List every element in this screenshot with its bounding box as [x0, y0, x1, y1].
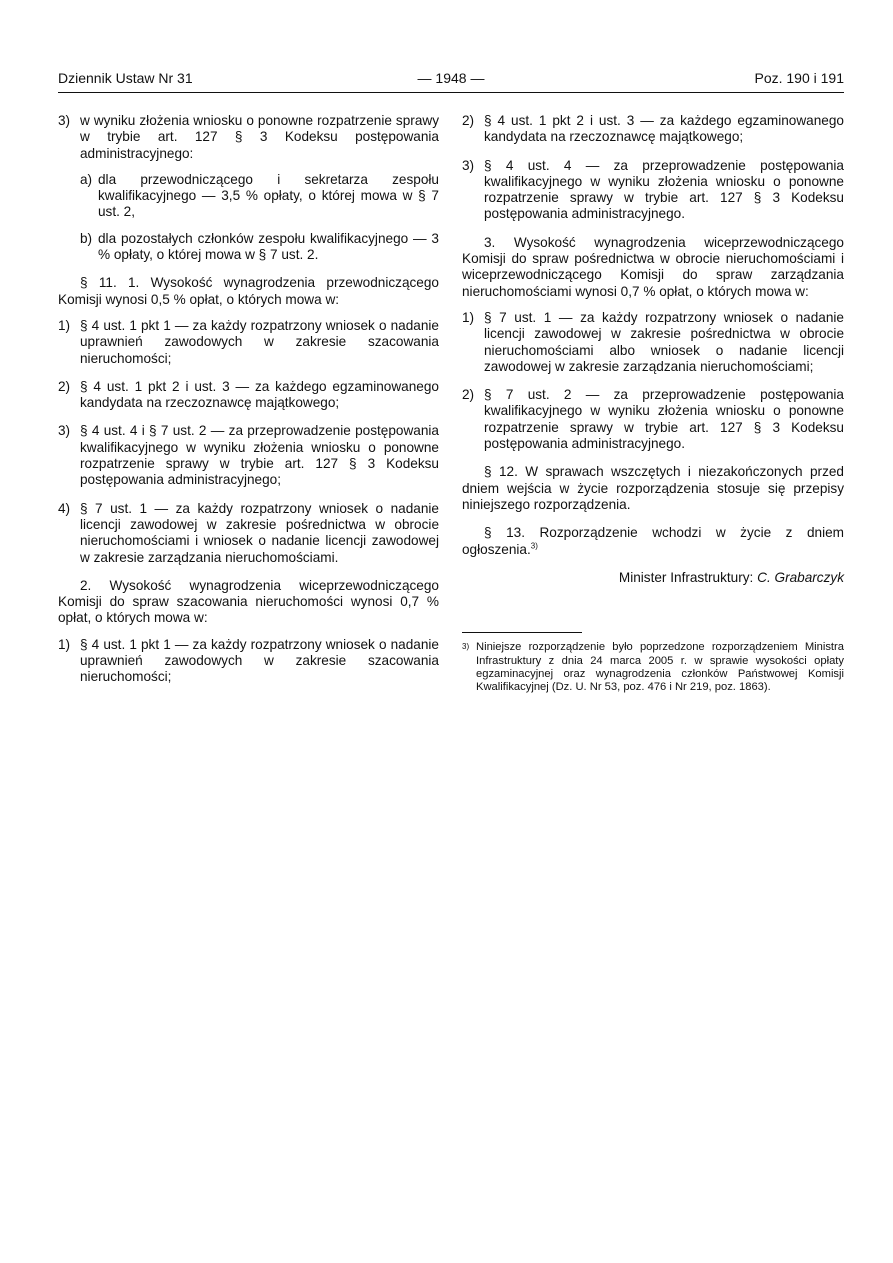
item-number: 1) — [58, 636, 71, 652]
item-text: § 4 ust. 1 pkt 2 i ust. 3 — za każdego egzaminowanego kandydata na rzeczoznawcę majątkowego; — [80, 378, 439, 411]
paragraph-11-intro: § 11. 1. Wysokość wynagrodzenia przewodniczącego Komisji wynosi 0,5 % opłat, o których mowa w: — [58, 275, 439, 307]
footnote-text: Niniejsze rozporządzenie było poprzedzone rozporządzeniem Ministra Infrastruktury z dnia 24 marca 2005 r. w sprawie wysokości opłaty egzaminacyjnej oraz wynagrodzenia członków Państwowej Komisji Kwalifikacyjnej (Dz. U. Nr 53, poz. 476 i Nr 219, poz. 1863). — [476, 641, 844, 694]
paragraph-13-text: § 13. Rozporządzenie wchodzi w życie z dniem ogłoszenia. — [462, 525, 844, 557]
list-item — [58, 423, 439, 488]
item-text: § 4 ust. 1 pkt 2 i ust. 3 — za każdego egzaminowanego kandydata na rzeczoznawcę majątkowego; — [484, 113, 844, 145]
item-number: 1) — [462, 309, 475, 325]
right-column — [462, 113, 844, 695]
list-item — [58, 113, 439, 162]
page-header — [58, 70, 844, 92]
signature-role: Minister Infrastruktury: — [618, 569, 754, 585]
item-number: 2) — [58, 378, 71, 394]
signature — [462, 570, 844, 586]
list-item — [462, 113, 844, 146]
sub-item — [80, 172, 439, 221]
paragraph-12: § 12. W sprawach wszczętych i niezakończonych przed dniem wejścia w życie rozporządzenia stosuje się przepisy niniejszego rozporządzenia. — [462, 464, 844, 512]
list-item — [462, 387, 844, 452]
item-number: 3) — [58, 423, 71, 439]
item-text: § 4 ust. 4 i § 7 ust. 2 — za przeprowadzenie postępowania kwalifikacyjnego w wyniku złożenia wniosku o ponowne rozpatrzenie sprawy w trybie art. 127 § 3 Kodeksu postępowania administracyjnego; — [80, 423, 439, 488]
item-number: 3) — [462, 157, 475, 173]
page-number: — 1948 — — [417, 70, 485, 86]
paragraph-11-2-intro: 2. Wysokość wynagrodzenia wiceprzewodniczącego Komisji do spraw szacowania nieruchomości wynosi 0,7 % opłat, o których mowa w: — [58, 577, 439, 626]
position-reference: Poz. 190 i 191 — [754, 70, 844, 86]
item-text: w wyniku złożenia wniosku o ponowne rozpatrzenie sprawy w trybie art. 127 § 3 Kodeksu postępowania administracyjnego: — [80, 113, 439, 161]
sub-item-text: dla przewodniczącego i sekretarza zespołu kwalifikacyjnego — 3,5 % opłaty, o której mowa w § 7 ust. 2, — [98, 171, 439, 220]
left-column — [58, 113, 439, 686]
paragraph-13 — [462, 525, 844, 558]
signature-name: C. Grabarczyk — [757, 569, 844, 585]
footnote-mark: 3) — [462, 642, 470, 652]
list-item — [58, 379, 439, 412]
footnote-rule — [462, 632, 582, 633]
list-item — [58, 318, 439, 367]
list-item — [58, 637, 439, 686]
journal-title: Dziennik Ustaw Nr 31 — [58, 70, 193, 86]
sub-item-text: dla pozostałych członków zespołu kwalifikacyjnego — 3 % opłaty, o której mowa w § 7 ust. 2. — [98, 230, 439, 263]
header-rule — [58, 92, 844, 93]
sub-item-letter: b) — [80, 230, 93, 246]
item-text: § 7 ust. 1 — za każdy rozpatrzony wniosek o nadanie licencji zawodowej w zakresie pośrednictwa w obrocie nieruchomościami albo wniosek o nadanie licencji zawodowej w zakresie zarządzania nieruchomościami; — [484, 309, 844, 374]
paragraph-11-3-intro: 3. Wysokość wynagrodzenia wiceprzewodniczącego Komisji do spraw pośrednictwa w obrocie nieruchomościami i wiceprzewodniczącego Komisji do spraw zarządzania nieruchomościami wynosi 0,7 % opłat, o których mowa w: — [462, 234, 844, 299]
item-text: § 7 ust. 2 — za przeprowadzenie postępowania kwalifikacyjnego w wyniku złożenia wniosku o ponowne rozpatrzenie sprawy w trybie art. 127 § 3 Kodeksu postępowania administracyjnego. — [484, 387, 844, 452]
item-number: 3) — [58, 113, 71, 128]
item-text: § 4 ust. 4 — za przeprowadzenie postępowania kwalifikacyjnego w wyniku złożenia wniosku o ponowne rozpatrzenie sprawy w trybie art. 127 § 3 Kodeksu postępowania administracyjnego. — [484, 157, 844, 222]
footnote-reference: 3) — [530, 541, 538, 550]
list-item — [462, 158, 844, 223]
item-number: 4) — [58, 500, 71, 516]
footnote — [462, 641, 844, 695]
item-text: § 4 ust. 1 pkt 1 — za każdy rozpatrzony wniosek o nadanie uprawnień zawodowych w zakresie szacowania nieruchomości; — [80, 636, 439, 685]
item-number: 1) — [58, 317, 71, 333]
list-item — [58, 501, 439, 566]
sub-item-letter: a) — [80, 171, 93, 187]
item-text: § 4 ust. 1 pkt 1 — za każdy rozpatrzony wniosek o nadanie uprawnień zawodowych w zakresie szacowania nieruchomości; — [80, 317, 439, 366]
item-number: 2) — [462, 113, 475, 128]
item-text: § 7 ust. 1 — za każdy rozpatrzony wniosek o nadanie licencji zawodowej w zakresie pośrednictwa w obrocie nieruchomościami i wniosek o nadanie licencji zawodowej w zakresie zarządzania nieruchomościami. — [80, 500, 439, 565]
sub-item — [80, 231, 439, 264]
list-item — [462, 310, 844, 375]
item-number: 2) — [462, 387, 475, 403]
